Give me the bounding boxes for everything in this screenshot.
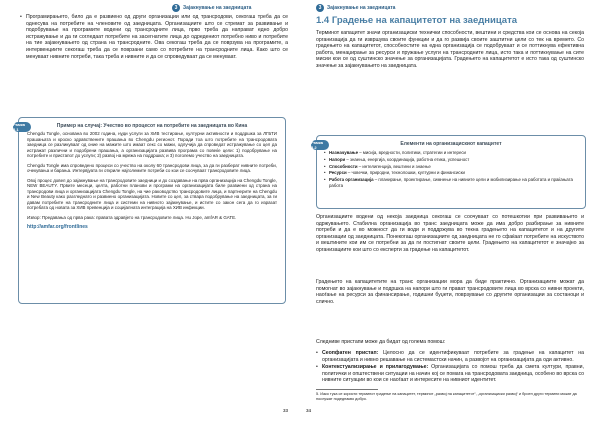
list-item: • Напори – знаења, енергија, координација, работна етика, успешност xyxy=(329,157,579,163)
page-number: 33 xyxy=(283,408,289,413)
case-study-box xyxy=(13,117,286,304)
running-head xyxy=(316,4,395,12)
approaches-list xyxy=(322,350,584,385)
box-paragraph: Овој процес довел до зајакнување на трансродовите заедници и до создавање на прва организација на Chengdu Tongle, NEW BEAUTY. Првите месеци, целта, работни планови и програми на организацијата биле развиени од страна на трансродови лица и организацијата Chengdu Tongle, на чие раководство трансродовите лица, и партнерите на Chengdu и New Beauty како разгледнато и развиено организацијата. Новите со цел, за ствара подобрување на заедницата, за ги давам потребите на трансродните лица и системи на нивното зајакнување, и истите со закон сега да го изразат потребата од новата за ХИВ превенција и социјалната интеграција на ХИВ инфекции. xyxy=(27,177,277,210)
bullet-item: • Програмирањето, било да е развиено од други организации или од трансродови, секогаш треба да се однесува на потребите на членовите од заедницата. Организациите што се стремат за развивање и подобрување на програмите водени од трансродните лица, прво треба да направат едно добро истражување и да ги согледаат потребите на засегнатите лица до одредениот потребно ниво и потребите на тие зајакнувањето од страна на трансродните. Ова секогаш треба да се поврзува на програмите, а интервенциите секогаш треба да се поврзани само со потребите на трансродните лица. Како што се менуваат нивните потреби, така треба и нивните и да се спроведуваат да се менуваат. xyxy=(26,14,288,60)
footnote-divider xyxy=(316,389,378,390)
list-item: • Способности – интелигенција, вештини и знаење xyxy=(329,164,579,170)
source-link[interactable]: http://amfar.org/frontlines xyxy=(27,224,88,230)
list-item: • Сеопфатен пристап: Целосно да се идентификуваат потребите за градење на капацитет на организацијата и нивно решавање на системастски начин, а развојот на организацијата да оди активно. xyxy=(322,350,584,363)
right-page xyxy=(300,0,600,424)
capacity-elements-box xyxy=(311,135,586,209)
running-head-text: Зајакнување на заедницата xyxy=(183,5,252,11)
box-tag: Рамка 3.1 xyxy=(13,122,31,132)
body-paragraph: Градењето на капацитетите на транс организации мора да биде практично. Организациите можат да помогнат во зајакнување и подршка на напори што ги прават трансродовите лица во врска со нивни проекти, наоѓање на ресурси за финансирање, годишни буџети, поврзување со другите организации за состаноци и слично. xyxy=(316,279,584,305)
list-item: • Ресурси – човечки, природни, технолошки, културни и финансиски xyxy=(329,170,579,176)
box-title: Пример на случај: Учество во процесот на потребите на заедницата во Кина xyxy=(56,123,248,129)
chapter-number-badge: 3 xyxy=(172,4,180,12)
chapter-number-badge: 3 xyxy=(316,4,324,12)
elements-list xyxy=(329,150,579,188)
box-paragraph: Chengdu Tongle има спроведено процеси со учество на околу 60 трансродови лица, за да ги разберат нивните потреби, очекувања и барања. Интервјуата ги откриле најголемите потреби со кои се соочуваат трансродовите лица. xyxy=(27,162,277,173)
box-tag: Рамка 3.2 xyxy=(311,140,329,150)
list-item: • Работа организација – планирање, проектирање, симнење на нивните цели и мобилизирање на работата и праќањата работа xyxy=(329,177,579,188)
page-number: 34 xyxy=(306,408,312,413)
box-title: Елементи на организацискиот капацитет xyxy=(400,141,502,147)
bullet-list xyxy=(20,14,288,60)
box-source: Извор: Предавања од прва рака: правата здравјето на трансродовите лица. Hu Jope, amfAR & GATE. xyxy=(27,214,237,220)
body-paragraph: Организациите водени од некоја заедница секогаш се соочуваат со потешкотии при развивањето и одржувањето. Стабилна организација во транс заедницата може да има добро разбирање за нивните потреби и да е во можност да ги води и поддржува во текна градењето на капацитетот и на другите организации од заедницата. Понекогаш организациите од заедницата не го сфаќаат потребите на искуството и вештините кои им се потребни за да ги постигнат своите цели. Градењето на капацитетот е значајно за организациите кои што со експерти за градење на капацитетот. xyxy=(316,214,584,253)
box-paragraph: Chengdu Tongle, основана во 2002 година, нуди услуги за ХИВ тестирање, културни активности и поддршка за ЛГБТИ прашањата и кроско здравствените прашања во Chengdu регионот. Поради тоа што потребите на трансродовата заедница се разликуваат од оние на мажите што имаат секс со мажи, одлучија да спроведат истражување со цел да истражат различни и подобрени прашања, а организацијата развива програма со повеќе цели: 1) подобрување на потребите и пристапот до услуги; 2) развој на мрежа на поддршка; и 3) поголемо учество на заедницата. xyxy=(27,131,277,158)
body-paragraph: Следниве пристапи може да бидат од голема помош: xyxy=(316,339,446,345)
intro-paragraph: Терминот капацитет значи организациски технички способности, вештини и средства кои се основа на секоја организација да ги извршува своите функции и да го развија своите заштитни цели со тек на времето. Со градењето на капацитетот, способностите на една организација се подобруваат и се поттикнува ефективна работа, менаџирање за ресурси и пружање услуги на трансродните лица, исто така и поттикнување на сите мисии кои се од суштинско значење за организацијата. Градењето на капацитетот е исто така од суштинско значење за зајакнувањето на заедницата. xyxy=(316,30,584,69)
list-item: • Назначување – мисија, вредности, политики, стратегии и интереси xyxy=(329,150,579,156)
footnote: 5. Иако тука се користи терминот градење на капацитет, терминот „развој на капацитетот“, „организациски развој“ и броен други термини можат да послужат подеднакво добро. xyxy=(316,392,577,401)
section-title: 1.4 Градење на капацитетот на заедницата xyxy=(316,15,518,26)
running-head-text: Зајакнување на заедницата xyxy=(327,5,396,11)
running-head xyxy=(172,4,251,12)
list-item: • Контекстуализирање и прилагодување: Организацијата со помош треба да смета култури, правни, политички и општествени ситуации на начин кој се помага на трансродовата заедница, особено во врска со нивните ситуации во кои се наоѓаат и интересите на нивниот идентитет. xyxy=(322,364,584,384)
